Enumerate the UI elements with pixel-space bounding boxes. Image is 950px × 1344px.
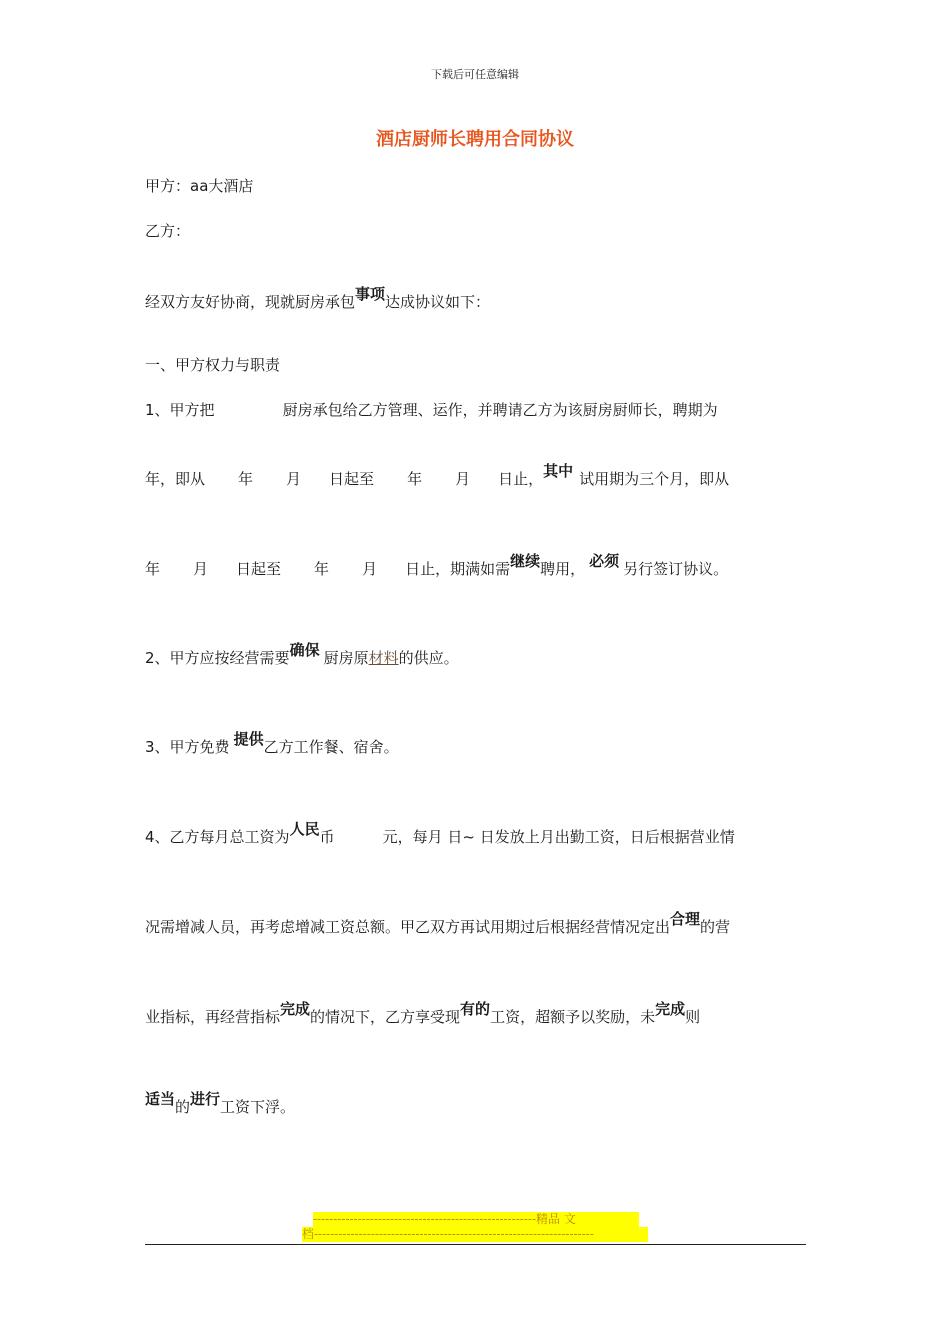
intro-line (145, 285, 491, 313)
item1-line2-month2: 月 (455, 470, 471, 488)
footer-rule (145, 1244, 806, 1245)
item1-line2 (145, 462, 730, 490)
item4-line3-handwritten-2: 有的 (460, 1000, 491, 1018)
item4-number: 4 (145, 828, 155, 846)
item4-text-a: 、乙方每月总工资为 (154, 828, 290, 846)
item4-line3-a: 业指标，再经营指标 (145, 1008, 281, 1026)
item1-text-a: 、甲方把 (154, 401, 215, 419)
item3-line (145, 730, 399, 758)
item2-number: 2 (145, 649, 155, 667)
item1-line3-month2: 月 (362, 560, 378, 578)
item1-line3-handwritten-2: 必须 (589, 552, 620, 570)
item1-line3-month: 月 (193, 560, 209, 578)
intro-handwritten: 事项 (355, 285, 386, 303)
item2-text-c: 的供应。 (398, 649, 459, 667)
item1-line2-handwritten: 其中 (543, 462, 574, 480)
item4-line4-handwritten-1: 适当 (145, 1090, 176, 1108)
intro-post: 达成协议如下： (385, 293, 491, 311)
item2-text-a: 、甲方应按经营需要 (154, 649, 290, 667)
document-title: 酒店厨师长聘用合同协议 (376, 129, 574, 150)
item4-text-c: 元，每月 日~ 日发放上月出勤工资，日后根据营业情 (382, 828, 735, 846)
item1-line3 (145, 552, 729, 580)
item4-line3-b: 的情况下，乙方享受现 (310, 1008, 461, 1026)
party-b-line (145, 220, 190, 242)
footer-band-line1: -------------------------------------------------------精品 文 (313, 1212, 639, 1227)
item4-line2-b: 的营 (700, 918, 731, 936)
item1-line2-a: 年，即从 (145, 470, 206, 488)
item1-line2-year2: 年 (407, 470, 423, 488)
item4-line2 (145, 910, 731, 938)
item1-line3-h: 另行签订协议。 (623, 560, 729, 578)
item1-line2-h: 试用期为三个月，即从 (579, 470, 730, 488)
item1-line2-from: 日起至 (329, 470, 375, 488)
item4-line3-d: 则 (685, 1008, 701, 1026)
item2-line (145, 641, 459, 669)
item1-line3-g: 聘用， (540, 560, 586, 578)
item4-line3-c: 工资，超额予以奖励，未 (490, 1008, 656, 1026)
party-a-name: aa (190, 177, 209, 195)
intro-pre: 经双方友好协商，现就厨房承包 (145, 293, 356, 311)
item1-line2-to: 日止， (498, 470, 544, 488)
item2-handwritten: 确保 (289, 641, 320, 659)
item4-line4-handwritten-2: 进行 (190, 1090, 221, 1108)
item1-line2-month: 月 (286, 470, 302, 488)
item4-text-b: 币 (319, 828, 335, 846)
header-note: 下载后可任意编辑 (431, 68, 519, 81)
item1-text-b: 厨房承包给乙方管理、运作，并聘请乙方为该厨房厨师长，聘期为 (282, 401, 718, 419)
item4-line4 (145, 1090, 296, 1118)
item4-line1 (145, 820, 735, 848)
materials-link[interactable]: 材料 (368, 649, 399, 667)
item3-text-b: 乙方工作餐、宿舍。 (263, 738, 399, 756)
item1-line3-from: 日起至 (236, 560, 282, 578)
party-a-suffix: 大酒店 (208, 177, 254, 195)
item4-line4-a: 的 (175, 1098, 191, 1116)
item1-line3-handwritten-1: 继续 (510, 552, 541, 570)
item1-line3-year2: 年 (314, 560, 330, 578)
item4-line3-handwritten-1: 完成 (280, 1000, 311, 1018)
item4-handwritten-1: 人民 (289, 820, 320, 838)
item1-line3-expire: 日止，期满如需 (405, 560, 511, 578)
party-a-line (145, 175, 253, 197)
item4-line2-a: 况需增减人员，再考虑增减工资总额。甲乙双方再试用期过后根据经营情况定出 (145, 918, 671, 936)
item4-line2-handwritten: 合理 (670, 910, 701, 928)
item3-handwritten: 提供 (233, 730, 264, 748)
section-heading: 一、甲方权力与职责 (145, 356, 281, 374)
item1-number: 1 (145, 401, 155, 419)
party-a-label: 甲方： (145, 177, 191, 195)
item1-line1 (145, 399, 718, 421)
item4-line3 (145, 1000, 701, 1028)
item2-text-b: 厨房原 (323, 649, 369, 667)
item1-line2-year: 年 (238, 470, 254, 488)
item3-number: 3 (145, 738, 155, 756)
item4-line4-b: 工资下浮。 (220, 1098, 296, 1116)
footer-band-line2: 档--------------------------------------------------------------------- (302, 1227, 648, 1242)
item3-text-a: 、甲方免费 (154, 738, 230, 756)
party-b-label: 乙方： (145, 222, 191, 240)
item1-line3-year: 年 (145, 560, 161, 578)
item4-line3-handwritten-3: 完成 (655, 1000, 686, 1018)
